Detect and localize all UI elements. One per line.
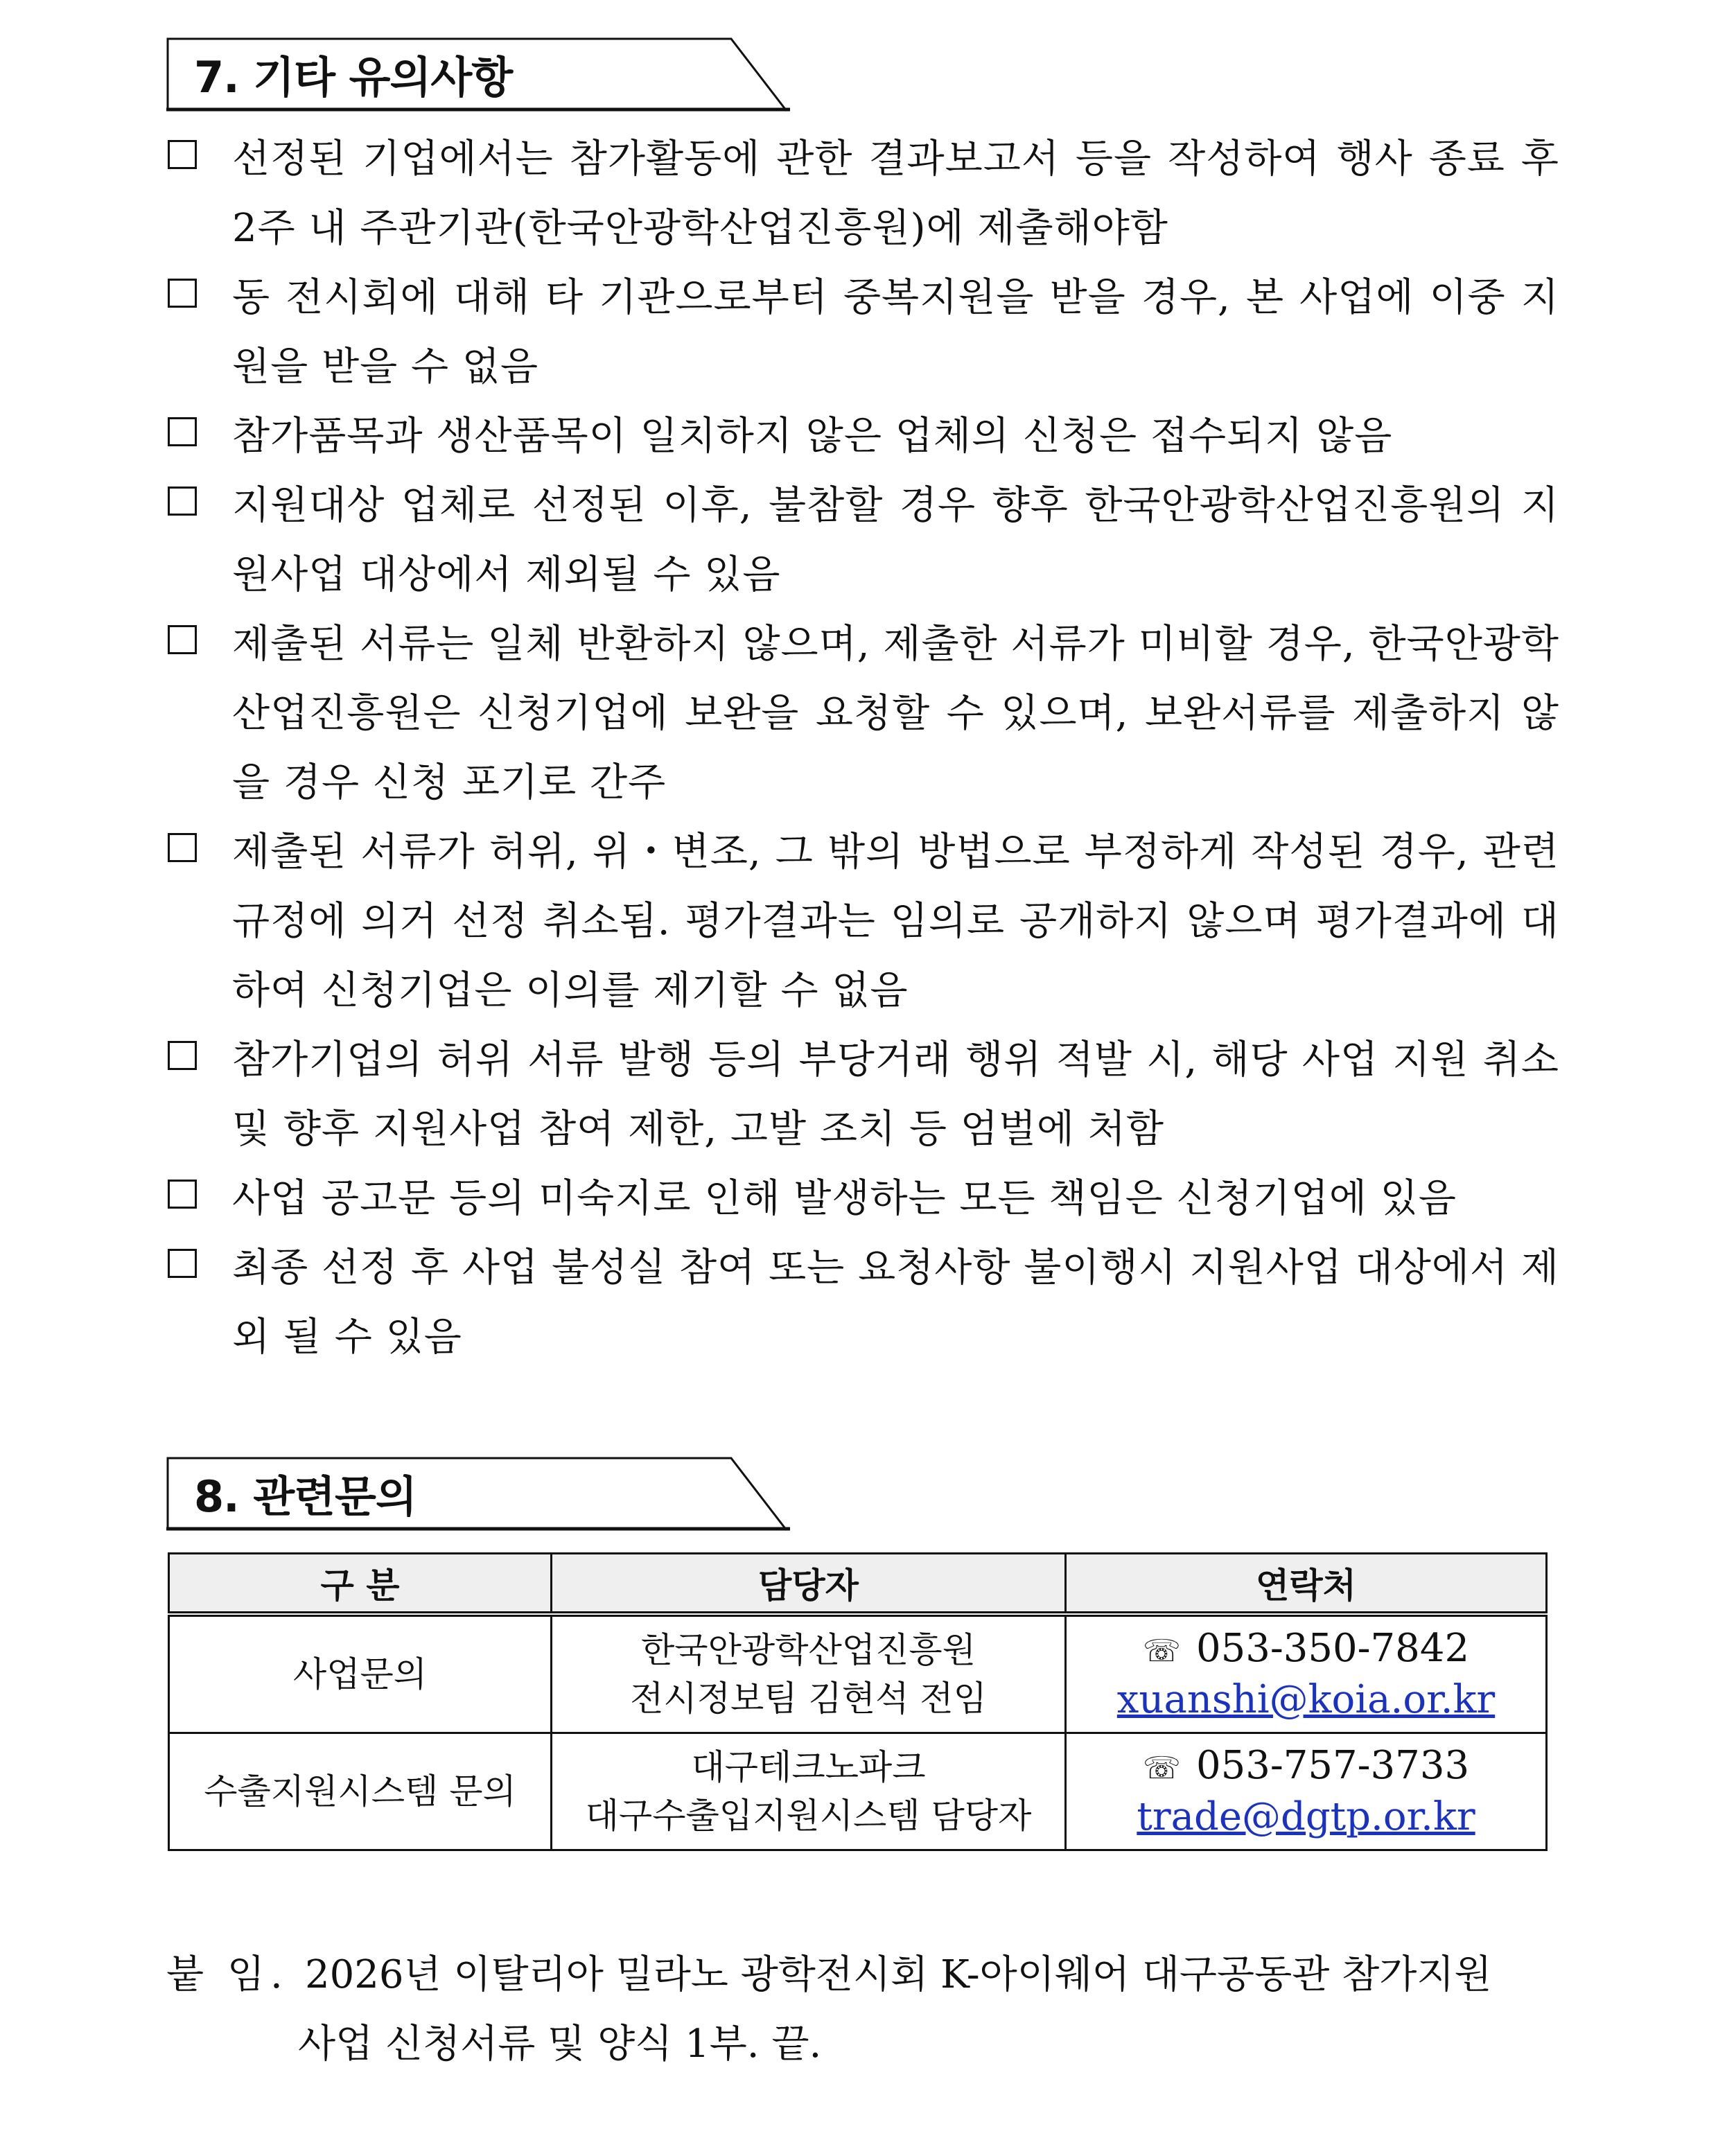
notice-text: 동 전시회에 대해 타 기관으로부터 중복지원을 받을 경우, 본 사업에 이중 지원을 받을 수 없음: [232, 275, 1559, 389]
attachment-text-1: 2026년 이탈리아 밀라노 광학전시회 K-아이웨어 대구공동관 참가지원: [305, 1952, 1492, 1997]
notice-item: [166, 125, 1559, 263]
contact-info-cell: [1066, 1733, 1547, 1850]
attachment-line-1: [166, 1940, 1559, 2010]
phone-number: 053-757-3733: [1195, 1742, 1470, 1788]
contact-org: 한국안광학산업진흥원: [641, 1630, 976, 1670]
contact-person: 전시정보팀 김현석 전임: [630, 1679, 987, 1719]
checkbox-icon: [168, 625, 197, 654]
section-8-title: 8. 관련문의: [194, 1471, 417, 1522]
email-link[interactable]: xuanshi@koia.or.kr: [1116, 1676, 1496, 1722]
notice-item: [166, 402, 1559, 471]
checkbox-icon: [168, 1249, 197, 1278]
checkbox-icon: [168, 279, 197, 308]
phone-icon: ☏: [1142, 1750, 1181, 1786]
contact-person-cell: [552, 1614, 1066, 1733]
checkbox-icon: [168, 833, 197, 862]
notice-item: [166, 1026, 1559, 1164]
section-8-header: [166, 1455, 790, 1532]
contact-org: 대구테크노파크: [691, 1747, 926, 1787]
notice-list: [166, 125, 1559, 1372]
contact-person: 대구수출입지원시스템 담당자: [585, 1796, 1032, 1836]
category-cell: 사업문의: [169, 1614, 552, 1733]
section-7-header: [166, 36, 790, 112]
attachment-text-2: 사업 신청서류 및 양식 1부. 끝.: [298, 2022, 822, 2067]
checkbox-icon: [168, 140, 197, 169]
category-cell: 수출지원시스템 문의: [169, 1733, 552, 1850]
phone-line: [1067, 1742, 1545, 1793]
notice-item: [166, 1164, 1559, 1234]
table-header-row: [169, 1554, 1547, 1615]
phone-line: [1067, 1624, 1545, 1676]
contact-info-cell: [1066, 1614, 1547, 1733]
table-row: [169, 1733, 1547, 1850]
notice-text: 지원대상 업체로 선정된 이후, 불참할 경우 향후 한국안광학산업진흥원의 지원사업 대상에서 제외될 수 있음: [232, 483, 1559, 597]
notice-item: [166, 471, 1559, 610]
email-link[interactable]: trade@dgtp.or.kr: [1137, 1794, 1475, 1839]
phone-number: 053-350-7842: [1195, 1625, 1470, 1671]
checkbox-icon: [168, 417, 197, 446]
checkbox-icon: [168, 1180, 197, 1209]
attachment-label: 붙 임.: [166, 1952, 288, 1997]
notice-item: [166, 610, 1559, 818]
section-7-title: 7. 기타 유의사항: [194, 52, 513, 103]
checkbox-icon: [168, 487, 197, 516]
notice-text: 제출된 서류가 허위, 위・변조, 그 밖의 방법으로 부정하게 작성된 경우, 관련 규정에 의거 선정 취소됨. 평가결과는 임의로 공개하지 않으며 평가결과에 대하여 신청기업은 이의를 제기할 수 없음: [232, 830, 1559, 1013]
notice-text: 선정된 기업에서는 참가활동에 관한 결과보고서 등을 작성하여 행사 종료 후 2주 내 주관기관(한국안광학산업진흥원)에 제출해야함: [232, 137, 1559, 251]
column-header-contact-info: 연락처: [1066, 1554, 1547, 1615]
phone-icon: ☏: [1142, 1633, 1181, 1669]
notice-item: [166, 1234, 1559, 1372]
contact-person-cell: [552, 1733, 1066, 1850]
notice-text: 참가품목과 생산품목이 일치하지 않은 업체의 신청은 접수되지 않음: [232, 414, 1393, 459]
column-header-category: 구 분: [169, 1554, 552, 1615]
contact-table: [168, 1552, 1548, 1851]
notice-item: [166, 818, 1559, 1026]
notice-text: 참가기업의 허위 서류 발행 등의 부당거래 행위 적발 시, 해당 사업 지원 취소 및 향후 지원사업 참여 제한, 고발 조치 등 엄벌에 처함: [232, 1037, 1559, 1152]
notice-text: 제출된 서류는 일체 반환하지 않으며, 제출한 서류가 미비할 경우, 한국안광학산업진흥원은 신청기업에 보완을 요청할 수 있으며, 보완서류를 제출하지 않을 경우 신청 포기로 간주: [232, 622, 1559, 805]
notice-text: 최종 선정 후 사업 불성실 참여 또는 요청사항 불이행시 지원사업 대상에서 제외 될 수 있음: [232, 1245, 1559, 1360]
attachment-note: [166, 1940, 1559, 2079]
notice-text: 사업 공고문 등의 미숙지로 인해 발생하는 모든 책임은 신청기업에 있음: [232, 1176, 1457, 1221]
checkbox-icon: [168, 1041, 197, 1070]
table-row: [169, 1614, 1547, 1733]
notice-item: [166, 263, 1559, 402]
column-header-contact-person: 담당자: [552, 1554, 1066, 1615]
